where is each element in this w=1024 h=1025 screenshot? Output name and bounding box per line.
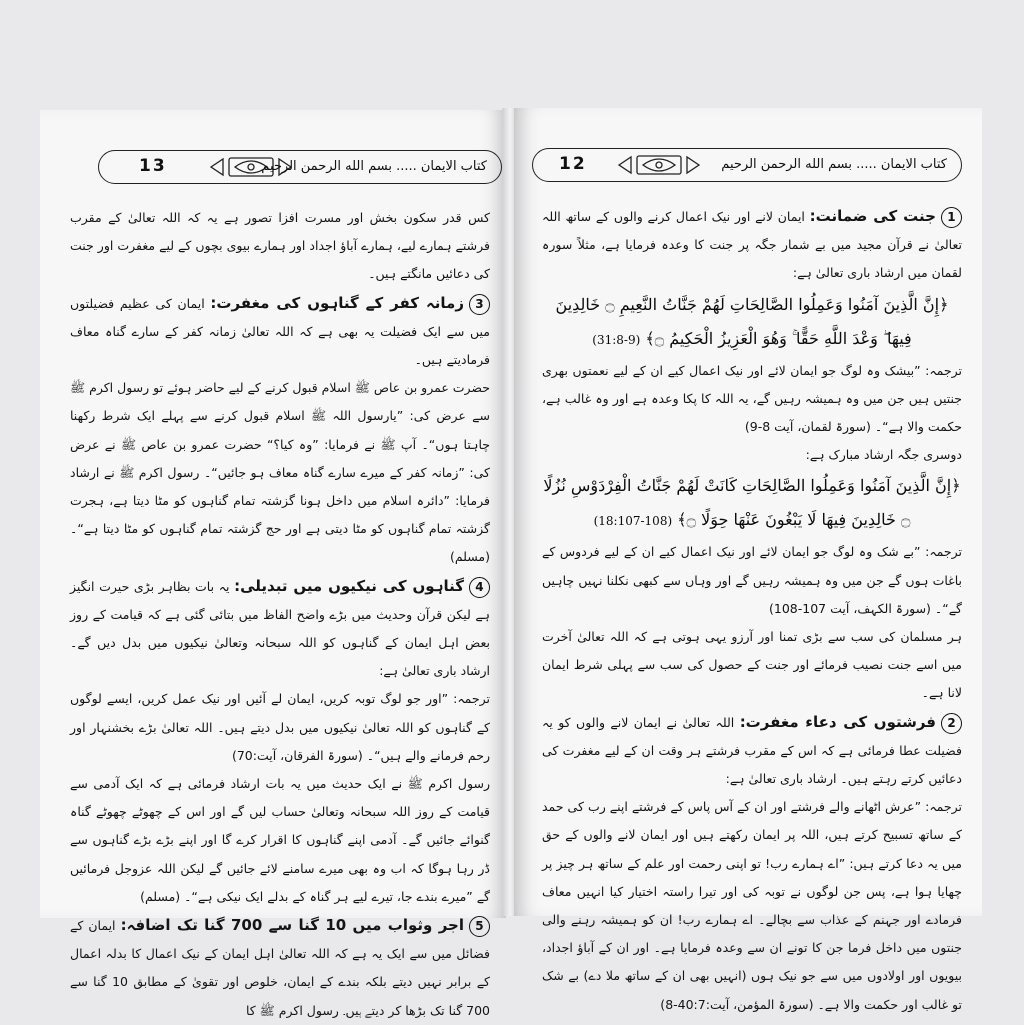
section-heading: زمانہ کفر کے گناہوں کی مغفرت: — [210, 293, 464, 312]
section-paragraph — [70, 572, 490, 686]
page-number: 12 — [559, 154, 587, 174]
paragraph-text: ایمان کے فضائل میں سے ایک یہ ہے کہ اللہ تعالیٰ اہل ایمان کے نیک اعمال کا بدلہ اعمال کے برابر نہیں دیتے بلکہ بندے کے ایمان، خلوص اور تقویٰ کے مطابق 10 گنا سے 700 گنا تک بڑھا کر دیتے ہیں۔ رسول اکرم ﷺ کا — [70, 918, 490, 1018]
section-number: 3 — [469, 294, 490, 315]
right-body — [542, 202, 962, 1012]
section-paragraph — [542, 202, 962, 288]
section-heading: گناہوں کی نیکیوں میں تبدیلی: — [234, 576, 464, 595]
section-heading: اجر وثواب میں 10 گنا سے 700 گنا تک اضافہ: — [120, 916, 464, 935]
body-paragraph — [70, 685, 490, 770]
header-title: كتاب الايمان ..... بسم الله الرحمن الرحيم — [721, 157, 947, 172]
section-paragraph — [70, 911, 490, 1025]
right-page — [514, 108, 982, 1012]
section-heading: فرشتوں کی دعاء مغفرت: — [739, 712, 937, 731]
page-header — [532, 148, 962, 182]
paragraph-text: ترجمہ: ”بیشک وہ لوگ جو ایمان لائے اور نیک اعمال کیے ان کے لیے نعمتوں بھری جنتیں ہیں جن میں وہ ہمیشہ رہیں گے، یہ اللہ کا پکا وعدہ ہے اور وہ غالب ہے، حکمت والا ہے“۔ (سورۃ لقمان، آیت 8-9) — [542, 362, 962, 435]
section-heading: جنت کی ضمانت: — [809, 207, 936, 225]
header-ornament-icon — [617, 153, 701, 177]
section-number: 1 — [941, 207, 962, 228]
left-page — [40, 110, 506, 1018]
body-paragraph — [542, 793, 962, 1019]
paragraph-text: اللہ تعالیٰ نے ایمان لانے والوں کو یہ فضیلت عطا فرمائی ہے کہ اس کے مقرب فرشتے ہر وقت ان کے لیے مغفرت کی دعائیں کرتے رہتے ہیں۔ ارشاد باری تعالیٰ ہے: — [542, 714, 962, 787]
paragraph-text: دوسری جگہ ارشاد مبارک ہے: — [805, 447, 962, 463]
header-title: كتاب الايمان ..... بسم الله الرحمن الرحيم — [261, 159, 487, 174]
body-paragraph — [70, 770, 490, 911]
left-body — [70, 204, 490, 1018]
book-spread — [40, 108, 982, 1018]
paragraph-text: حضرت عمرو بن عاص ﷺ اسلام قبول کرنے کے لیے حاضر ہوئے تو رسول اکرم ﷺ سے عرض کی: ”یارسول اللہ ﷺ اسلام قبول کرنے سے پہلے ایک شرط رکھنا چاہتا ہوں“۔ آپ ﷺ نے فرمایا: ”وہ کیا؟“ حضرت عمرو بن عاص ﷺ نے عرض کی: ”زمانہ کفر کے میرے سارے گناہ معاف ہو جائیں“۔ رسول اکرم ﷺ نے ارشاد فرمایا: ”دائرہ اسلام میں داخل ہونا گزشتہ تمام گناہوں کو مٹا دیتا ہے، ہجرت گزشتہ تمام گناہوں کو مٹا دیتی ہے اور حج گزشتہ تمام گناہوں کو مٹا دیتا ہے“۔ (مسلم) — [70, 380, 490, 565]
body-paragraph — [542, 357, 962, 442]
section-number: 2 — [941, 713, 962, 734]
paragraph-text: ترجمہ: ”اور جو لوگ توبہ کریں، ایمان لے آئیں اور نیک عمل کریں، ایسے لوگوں کے گناہوں کو اللہ تعالیٰ نیکیوں میں بدل دیتے ہیں۔ اللہ تعالیٰ بڑے بخشنہار اور رحم فرمانے والے ہیں“۔ (سورۃ الفرقان، آیت:70) — [70, 691, 490, 763]
paragraph-text: ترجمہ: ”عرش اٹھانے والے فرشتے اور ان کے آس پاس کے فرشتے اپنے رب کی حمد کے ساتھ تسبیح کرتے ہیں، اللہ پر ایمان رکھتے ہیں اور ایمان لانے والوں کے حق میں یہ دعا کرتے ہیں: ”اے ہمارے رب! تو اپنی رحمت اور علم کے ساتھ ہر چیز پر چھایا ہوا ہے، پس جن لوگوں نے توبہ کی اور تیرا راستہ اختیار کیا انہیں معاف فرمادے اور جہنم کے عذاب سے بچالے۔ اے ہمارے رب! ان کو ہمیشہ رہنے والی جنتوں میں داخل فرما جن کا تونے ان سے وعدہ فرمایا ہے۔ اور ان کے آباؤ اجداد، بیویوں اور اولادوں میں سے جو نیک ہوں (انہیں بھی ان کے ساتھ ملا دے) بے شک تو غالب اور حکمت والا ہے۔ (سورۃ المؤمن، آیت:40:7-8) — [542, 799, 962, 1012]
quran-verse — [542, 469, 962, 538]
verse-reference: (31:8-9) — [592, 332, 641, 347]
section-paragraph — [70, 289, 490, 375]
paragraph-text: رسول اکرم ﷺ نے ایک حدیث میں یہ بات ارشاد فرمائی ہے کہ ایک آدمی سے قیامت کے روز اللہ سبحانہ وتعالیٰ حساب لیں گے اور اس کے چھوٹے چھوٹے گناہ گنوائے جائیں گے۔ آدمی اپنے گناہوں کا اقرار کرے گا اور اپنے بڑے بڑے گناہوں سے ڈر رہا ہوگا کہ اب وہ بھی میرے سامنے لائے جائیں گے لیکن اللہ عزوجل فرمائیں گے ”میرے بندے جا، تیرے لیے ہر گناہ کے بدلے ایک نیکی ہے“۔ (مسلم) — [70, 776, 490, 904]
page-number: 13 — [139, 156, 167, 176]
quran-verse — [542, 288, 962, 357]
section-number: 5 — [469, 916, 490, 937]
body-paragraph — [542, 441, 962, 469]
page-header — [98, 150, 502, 184]
paragraph-text: ہر مسلمان کی سب سے بڑی تمنا اور آرزو یہی ہوتی ہے کہ اللہ تعالیٰ آخرت میں اسے جنت نصیب فرمائے اور جنت کے حصول کی سب سے پہلی شرط ایمان لانا ہے۔ — [542, 629, 962, 701]
paragraph-text: یہ بات بظاہر بڑی حیرت انگیز ہے لیکن قرآن وحدیث میں بڑے واضح الفاظ میں بتائی گئی ہے کہ قیامت کے روز بعض اہل ایمان کے گناہوں کو اللہ سبحانہ وتعالیٰ نیکیوں میں بدل دیں گے۔ ارشاد باری تعالیٰ ہے: — [70, 578, 490, 679]
body-paragraph — [542, 623, 962, 708]
paragraph-text: ایمان لانے اور نیک اعمال کرنے والوں کے ساتھ اللہ تعالیٰ نے قرآن مجید میں بے شمار جگہ پر جنت کا وعدہ فرمایا ہے، مثلاً سورہ لقمان میں ارشاد باری تعالیٰ ہے: — [542, 209, 962, 281]
verse-text: ﴿إِنَّ الَّذِينَ آمَنُوا وَعَمِلُوا الصَّالِحَاتِ لَهُمْ جَنَّاتُ النَّعِيمِ ۝ خَالِدِينَ فِيهَا ۖ وَعْدَ اللَّهِ حَقًّا ۚ وَهُوَ الْعَزِيزُ الْحَكِيمُ ۝﴾ — [555, 294, 949, 348]
section-paragraph — [542, 708, 962, 794]
paragraph-text: کس قدر سکون بخش اور مسرت افزا تصور ہے یہ کہ اللہ تعالیٰ کے مقرب فرشتے ہمارے لیے، ہمارے آباؤ اجداد اور ہمارے بیوی بچوں کے لیے مغفرت اور جنت کی دعائیں مانگتے ہیں۔ — [70, 210, 490, 282]
body-paragraph — [70, 204, 490, 289]
verse-reference: (18:107-108) — [593, 514, 673, 529]
paragraph-text: ترجمہ: ”بے شک وہ لوگ جو ایمان لائے اور نیک اعمال کیے ان کے لیے فردوس کے باغات ہوں گے جن میں وہ ہمیشہ رہیں گے اور وہاں سے کبھی نکلنا نہیں چاہیں گے“۔ (سورۃ الکہف، آیت 107-108) — [542, 544, 962, 616]
section-number: 4 — [469, 577, 490, 598]
body-paragraph — [542, 538, 962, 623]
verse-text: ﴿إِنَّ الَّذِينَ آمَنُوا وَعَمِلُوا الصَّالِحَاتِ كَانَتْ لَهُمْ جَنَّاتُ الْفِرْدَوْسِ نُزُلًا ۝ خَالِدِينَ فِيهَا لَا يَبْغُونَ عَنْهَا حِوَلًا ۝﴾ — [543, 476, 961, 530]
paragraph-text: ایمان کی عظیم فضیلتوں میں سے ایک فضیلت یہ بھی ہے کہ اللہ تعالیٰ زمانہ کفر کے سارے گناہ معاف فرمادیتے ہیں۔ — [70, 295, 490, 368]
body-paragraph — [70, 374, 490, 571]
